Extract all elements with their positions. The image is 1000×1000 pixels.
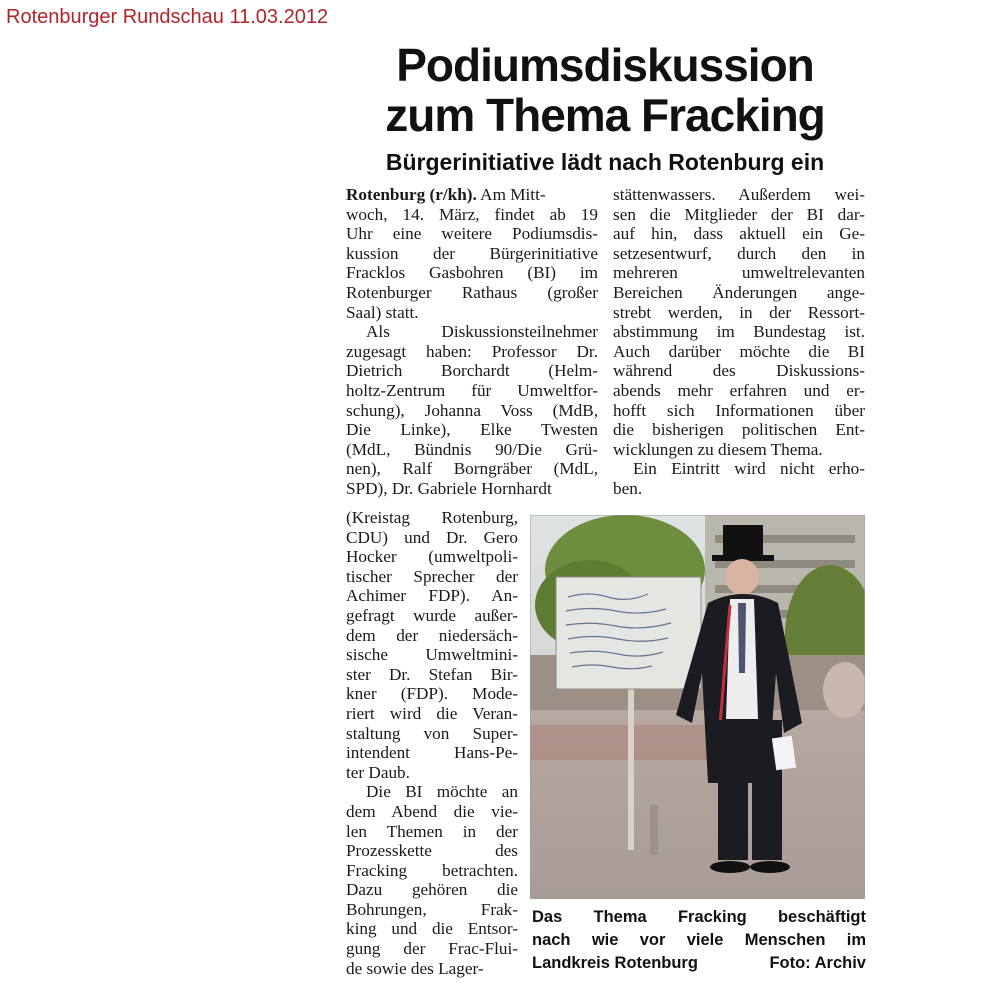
article-text-line: CDU) und Dr. Gero: [346, 527, 518, 547]
article-text-line: Bereichen Änderungen ange-: [613, 282, 865, 302]
photo-caption: [532, 906, 866, 975]
headline-line: Podiumsdiskussion: [396, 39, 814, 91]
article-column-1: [346, 185, 598, 499]
article-text-line: auf hin, dass aktuell ein Ge-: [613, 224, 865, 244]
article-text-line: ster Dr. Stefan Bir-: [346, 664, 518, 684]
article-text-line: Dietrich Borchardt (Helm-: [346, 361, 598, 381]
article-text-line: während des Diskussions-: [613, 361, 865, 381]
article-text-line: nen), Ralf Borngräber (MdL,: [346, 459, 598, 479]
article-text-line: zugesagt haben: Professor Dr.: [346, 341, 598, 361]
headline: [340, 40, 870, 140]
source-line: Rotenburger Rundschau 11.03.2012: [6, 6, 329, 28]
article-text-line: Auch darüber möchte die BI: [613, 341, 865, 361]
article-text-line: ben.: [613, 478, 643, 498]
article-text-line: king und die Entsor-: [346, 919, 518, 939]
article-text-line: abends mehr erfahren und er-: [613, 380, 865, 400]
article-text-line: ter Daub.: [346, 762, 410, 782]
article-text-line: de sowie des Lager-: [346, 958, 484, 978]
article-text-line: stättenwassers. Außerdem wei-: [613, 185, 865, 204]
dateline: Rotenburg (r/kh).: [346, 185, 477, 204]
subheadline: Bürgerinitiative lädt nach Rotenburg ein: [385, 149, 825, 175]
article-text-line: abstimmung im Bundestag ist.: [613, 322, 865, 342]
article-text-line: woch, 14. März, findet ab 19: [346, 204, 598, 224]
article-text-line: Hocker (umweltpoli-: [346, 547, 518, 567]
article-text-line: Fracking betrachten.: [346, 860, 518, 880]
article-text-line: Prozesskette des: [346, 841, 518, 861]
article-text-line: (Kreistag Rotenburg,: [346, 508, 518, 527]
article-text-line: Bohrungen, Frak-: [346, 899, 518, 919]
article-photo: [530, 515, 865, 899]
article-text-line: Saal) statt.: [346, 302, 419, 322]
article-text: Am Mitt-: [476, 185, 546, 204]
article-text-line: sen die Mitglieder der BI dar-: [613, 204, 865, 224]
article-text-line: mehreren umweltrelevanten: [613, 263, 865, 283]
article-column-2: [613, 185, 865, 499]
article-text-line: (MdL, Bündnis 90/Die Grü-: [346, 439, 598, 459]
article-text-line: die bisherigen politischen Ent-: [613, 420, 865, 440]
article-text-line: Dazu gehören die: [346, 880, 518, 900]
article-text-line: intendent Hans-Pe-: [346, 743, 518, 763]
article-text-line: staltung von Super-: [346, 723, 518, 743]
article-text-line: gefragt wurde außer-: [346, 605, 518, 625]
article-text-line: len Themen in der: [346, 821, 518, 841]
caption-location: Landkreis Rotenburg: [532, 954, 698, 972]
article-text-line: setzesentwurf, durch den in: [613, 243, 865, 263]
photo-illustration: [530, 515, 865, 899]
article-text-line: Die Linke), Elke Twesten: [346, 420, 598, 440]
article-text-line: [346, 185, 598, 205]
article-text-line: Die BI möchte an: [366, 782, 518, 802]
article-text-line: strebt werden, in der Ressort-: [613, 302, 865, 322]
article-text-line: Uhr eine weitere Podiumsdis-: [346, 224, 598, 244]
article-column-1-continued: [346, 508, 518, 978]
photo-credit: Foto: Archiv: [769, 954, 866, 972]
article-text-line: sische Umweltmini-: [346, 645, 518, 665]
article-text-line: SPD), Dr. Gabriele Hornhardt: [346, 478, 552, 498]
article-text-line: wicklungen zu diesem Thema.: [613, 439, 823, 459]
article-text-line: dem Abend die vie-: [346, 801, 518, 821]
article-text-line: kner (FDP). Mode-: [346, 684, 518, 704]
headline-line: zum Thema Fracking: [385, 89, 825, 141]
article-text-line: kussion der Bürgerinitiative: [346, 243, 598, 263]
caption-line: nach wie vor viele Menschen im: [532, 931, 866, 949]
article-text-line: Ein Eintritt wird nicht erho-: [633, 459, 865, 479]
article-text-line: hofft sich Informationen über: [613, 400, 865, 420]
article-text-line: Als Diskussionsteilnehmer: [366, 322, 598, 342]
article-text-line: Rotenburger Rathaus (großer: [346, 282, 598, 302]
article-text-line: dem der niedersäch-: [346, 625, 518, 645]
article-text-line: gung der Frac-Flui-: [346, 939, 518, 959]
article-text-line: schung), Johanna Voss (MdB,: [346, 400, 598, 420]
article-text-line: Fracklos Gasbohren (BI) im: [346, 263, 598, 283]
caption-line: Das Thema Fracking beschäftigt: [532, 908, 866, 926]
caption-last-line: [532, 952, 866, 975]
article-text-line: tischer Sprecher der: [346, 566, 518, 586]
article-text-line: holtz-Zentrum für Umweltfor-: [346, 380, 598, 400]
article-text-line: Achimer FDP). An-: [346, 586, 518, 606]
article-text-line: riert wird die Veran-: [346, 703, 518, 723]
